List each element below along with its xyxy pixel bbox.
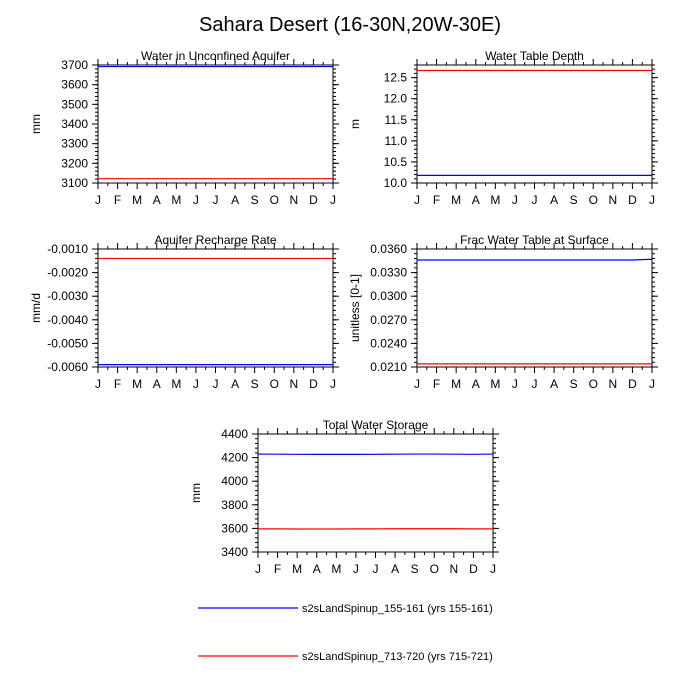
- x-tick-label: F: [113, 377, 122, 391]
- x-tick-label: A: [550, 377, 559, 391]
- panel-title: Water Table Depth: [485, 49, 584, 63]
- x-tick-label: J: [192, 377, 199, 391]
- x-tick-label: J: [531, 377, 538, 391]
- x-tick-label: A: [391, 562, 400, 576]
- x-tick-label: J: [352, 562, 359, 576]
- chart-panel-4: [348, 233, 658, 391]
- x-tick-label: A: [312, 562, 321, 576]
- x-tick-label: M: [451, 377, 462, 391]
- x-tick-label: O: [588, 377, 598, 391]
- y-tick-label: 3400: [61, 117, 88, 131]
- x-tick-label: J: [192, 193, 199, 207]
- x-tick-label: J: [95, 377, 101, 391]
- y-tick-label: -0.0040: [47, 312, 88, 327]
- legend-label: s2sLandSpinup_155-161 (yrs 155-161): [302, 603, 493, 615]
- chart-panel-3: [29, 233, 339, 391]
- x-tick-label: J: [330, 377, 336, 391]
- y-tick-label: 4000: [221, 474, 248, 489]
- x-tick-label: D: [469, 562, 478, 576]
- y-tick-label: 3300: [61, 136, 88, 151]
- chart-panel-5: [189, 418, 499, 576]
- panels: [29, 49, 658, 576]
- x-tick-label: N: [449, 562, 459, 576]
- y-tick-label: 10.0: [383, 176, 407, 190]
- x-tick-label: J: [511, 193, 518, 207]
- x-tick-label: N: [289, 193, 299, 207]
- panel-title: Total Water Storage: [322, 418, 429, 432]
- x-tick-label: A: [471, 377, 480, 391]
- x-tick-label: A: [152, 193, 161, 207]
- chart-panel-1: [29, 49, 339, 207]
- y-tick-label: 0.0210: [370, 360, 407, 374]
- y-tick-label: 3800: [221, 497, 248, 512]
- y-tick-label: -0.0030: [47, 289, 88, 304]
- y-tick-label: 0.0300: [370, 289, 407, 304]
- x-tick-label: J: [372, 562, 379, 576]
- panel-title: Frac Water Table at Surface: [460, 233, 609, 247]
- y-tick-label: -0.0060: [47, 360, 88, 374]
- x-tick-label: O: [429, 562, 439, 576]
- x-tick-label: M: [451, 193, 462, 207]
- y-tick-label: -0.0010: [47, 242, 88, 256]
- x-tick-label: N: [608, 377, 618, 391]
- series-line-1: [417, 259, 652, 260]
- legend-entry: [198, 651, 493, 663]
- x-tick-label: A: [550, 193, 559, 207]
- y-tick-label: 3400: [221, 545, 248, 559]
- y-tick-label: 12.5: [383, 70, 407, 85]
- panel-title: Water in Unconfined Aquifer: [141, 49, 290, 63]
- x-tick-label: S: [410, 562, 419, 576]
- legend: [198, 603, 493, 663]
- x-tick-label: M: [490, 377, 501, 391]
- x-tick-label: J: [649, 193, 655, 207]
- y-tick-label: 11.5: [384, 112, 407, 127]
- x-tick-label: M: [132, 377, 143, 391]
- x-tick-label: O: [269, 377, 279, 391]
- x-tick-label: M: [171, 377, 182, 391]
- chart-panel-2: [348, 49, 658, 207]
- legend-entry: [198, 603, 493, 615]
- y-tick-label: -0.0050: [47, 336, 88, 351]
- y-axis-label: mm/d: [29, 293, 43, 323]
- x-tick-label: F: [432, 193, 441, 207]
- plot-frame: [98, 249, 333, 367]
- x-tick-label: S: [569, 193, 578, 207]
- x-tick-label: J: [414, 377, 420, 391]
- x-tick-label: D: [309, 377, 318, 391]
- y-tick-label: 3600: [221, 521, 248, 536]
- y-tick-label: 3200: [61, 156, 88, 171]
- x-tick-label: J: [531, 193, 538, 207]
- figure-title: Sahara Desert (16-30N,20W-30E): [199, 14, 501, 36]
- x-tick-label: F: [113, 193, 122, 207]
- x-tick-label: D: [628, 377, 637, 391]
- x-tick-label: J: [255, 562, 261, 576]
- y-tick-label: 4200: [221, 450, 248, 465]
- plot-frame: [417, 65, 652, 183]
- y-axis-label: m: [348, 119, 362, 129]
- x-tick-label: F: [432, 377, 441, 391]
- x-tick-label: N: [608, 193, 618, 207]
- x-tick-label: N: [289, 377, 299, 391]
- x-tick-label: D: [309, 193, 318, 207]
- y-tick-label: 4400: [221, 427, 248, 441]
- y-tick-label: 0.0360: [370, 242, 407, 256]
- x-tick-label: J: [649, 377, 655, 391]
- plot-frame: [98, 65, 333, 183]
- x-tick-label: M: [331, 562, 342, 576]
- y-tick-label: 3600: [61, 77, 88, 92]
- x-tick-label: J: [511, 377, 518, 391]
- x-tick-label: J: [212, 377, 219, 391]
- x-tick-label: J: [414, 193, 420, 207]
- y-tick-label: 3700: [61, 58, 88, 72]
- x-tick-label: M: [171, 193, 182, 207]
- plot-frame: [258, 434, 493, 552]
- y-tick-label: 0.0330: [370, 265, 407, 280]
- x-tick-label: A: [231, 377, 240, 391]
- y-tick-label: -0.0020: [47, 265, 88, 280]
- x-tick-label: D: [628, 193, 637, 207]
- x-tick-label: J: [212, 193, 219, 207]
- x-tick-label: J: [490, 562, 496, 576]
- x-tick-label: S: [569, 377, 578, 391]
- y-tick-label: 3100: [61, 176, 88, 190]
- y-axis-label: unitless [0-1]: [348, 273, 362, 343]
- x-tick-label: A: [471, 193, 480, 207]
- plot-frame: [417, 249, 652, 367]
- legend-label: s2sLandSpinup_713-720 (yrs 715-721): [302, 651, 493, 663]
- y-tick-label: 12.0: [383, 91, 407, 106]
- x-tick-label: O: [588, 193, 598, 207]
- x-tick-label: M: [132, 193, 143, 207]
- panel-title: Aquifer Recharge Rate: [154, 233, 277, 247]
- x-tick-label: A: [152, 377, 161, 391]
- y-tick-label: 0.0240: [370, 336, 407, 351]
- x-tick-label: S: [250, 377, 259, 391]
- x-tick-label: M: [490, 193, 501, 207]
- x-tick-label: M: [292, 562, 303, 576]
- y-tick-label: 0.0270: [370, 312, 407, 327]
- x-tick-label: J: [95, 193, 101, 207]
- x-tick-label: F: [273, 562, 282, 576]
- y-axis-label: mm: [29, 114, 43, 134]
- x-tick-label: S: [250, 193, 259, 207]
- y-tick-label: 11.0: [384, 133, 407, 148]
- y-tick-label: 3500: [61, 97, 88, 112]
- x-tick-label: A: [231, 193, 240, 207]
- y-tick-label: 10.5: [383, 154, 407, 169]
- x-tick-label: J: [330, 193, 336, 207]
- y-axis-label: mm: [189, 483, 203, 503]
- x-tick-label: O: [269, 193, 279, 207]
